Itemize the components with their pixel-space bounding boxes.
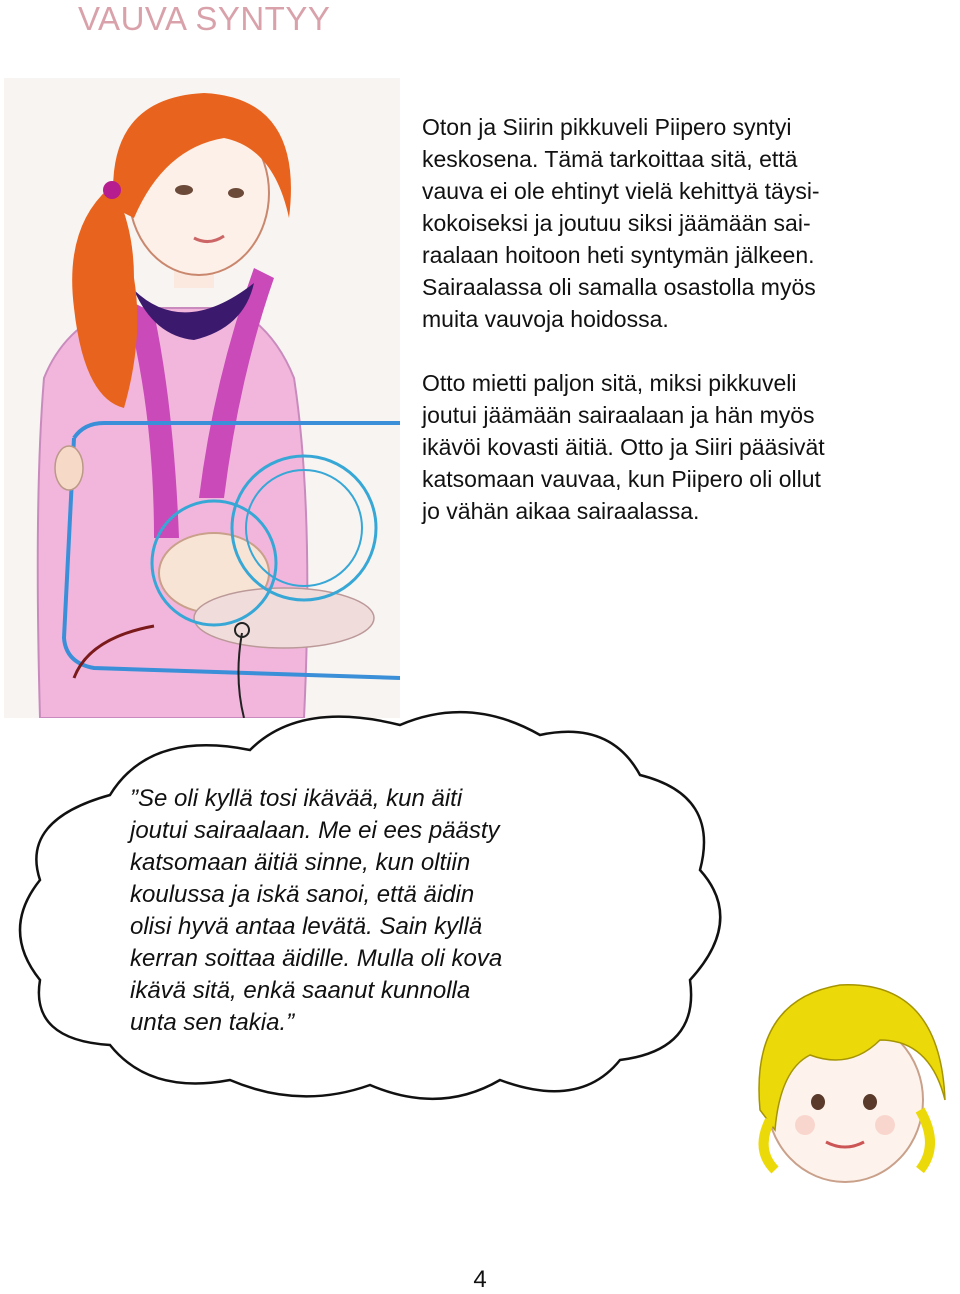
paragraph-2 bbox=[422, 367, 922, 527]
paragraph-1-line: Sairaalassa oli samalla osastolla myös bbox=[422, 274, 816, 300]
paragraph-2-line: Otto mietti paljon sitä, miksi pikkuveli bbox=[422, 370, 797, 396]
quote-line: koulussa ja iskä sanoi, että äidin bbox=[130, 881, 475, 908]
paragraph-2-line: ikävöi kovasti äitiä. Otto ja Siiri pääsivät bbox=[422, 434, 825, 460]
paragraph-1-line: vauva ei ole ehtinyt vielä kehittyä täysi- bbox=[422, 178, 820, 204]
quote-line: joutui sairaalaan. Me ei ees päästy bbox=[130, 817, 500, 844]
paragraph-1-line: muita vauvoja hoidossa. bbox=[422, 306, 669, 332]
page-number: 4 bbox=[473, 1266, 487, 1293]
boy-face-illustration bbox=[730, 960, 960, 1190]
paragraph-2-line: katsomaan vauvaa, kun Piipero oli ollut bbox=[422, 466, 821, 492]
girl-incubator-illustration bbox=[4, 78, 400, 718]
quote-line: kerran soittaa äidille. Mulla oli kova bbox=[130, 945, 503, 972]
quote-line: ikävä sitä, enkä saanut kunnolla bbox=[130, 977, 471, 1004]
paragraph-1-line: Oton ja Siirin pikkuveli Piipero syntyi bbox=[422, 114, 792, 140]
quote-line: ”Se oli kyllä tosi ikävää, kun äiti bbox=[130, 785, 463, 812]
paragraph-1-line: keskosena. Tämä tarkoittaa sitä, että bbox=[422, 146, 798, 172]
paragraph-1-line: raalaan hoitoon heti syntymän jälkeen. bbox=[422, 242, 815, 268]
paragraph-2-line: joutui jäämään sairaalaan ja hän myös bbox=[422, 402, 815, 428]
paragraph-1-line: kokoiseksi ja joutuu siksi jäämään sai- bbox=[422, 210, 811, 236]
thought-quote bbox=[130, 783, 600, 1039]
paragraph-2-line: jo vähän aikaa sairaalassa. bbox=[422, 498, 700, 524]
quote-line: olisi hyvä antaa levätä. Sain kyllä bbox=[130, 913, 483, 940]
page-title: VAUVA SYNTYY bbox=[78, 0, 331, 37]
paragraph-1 bbox=[422, 111, 922, 335]
quote-line: katsomaan äitiä sinne, kun oltiin bbox=[130, 849, 471, 876]
quote-line: unta sen takia.” bbox=[130, 1009, 295, 1036]
